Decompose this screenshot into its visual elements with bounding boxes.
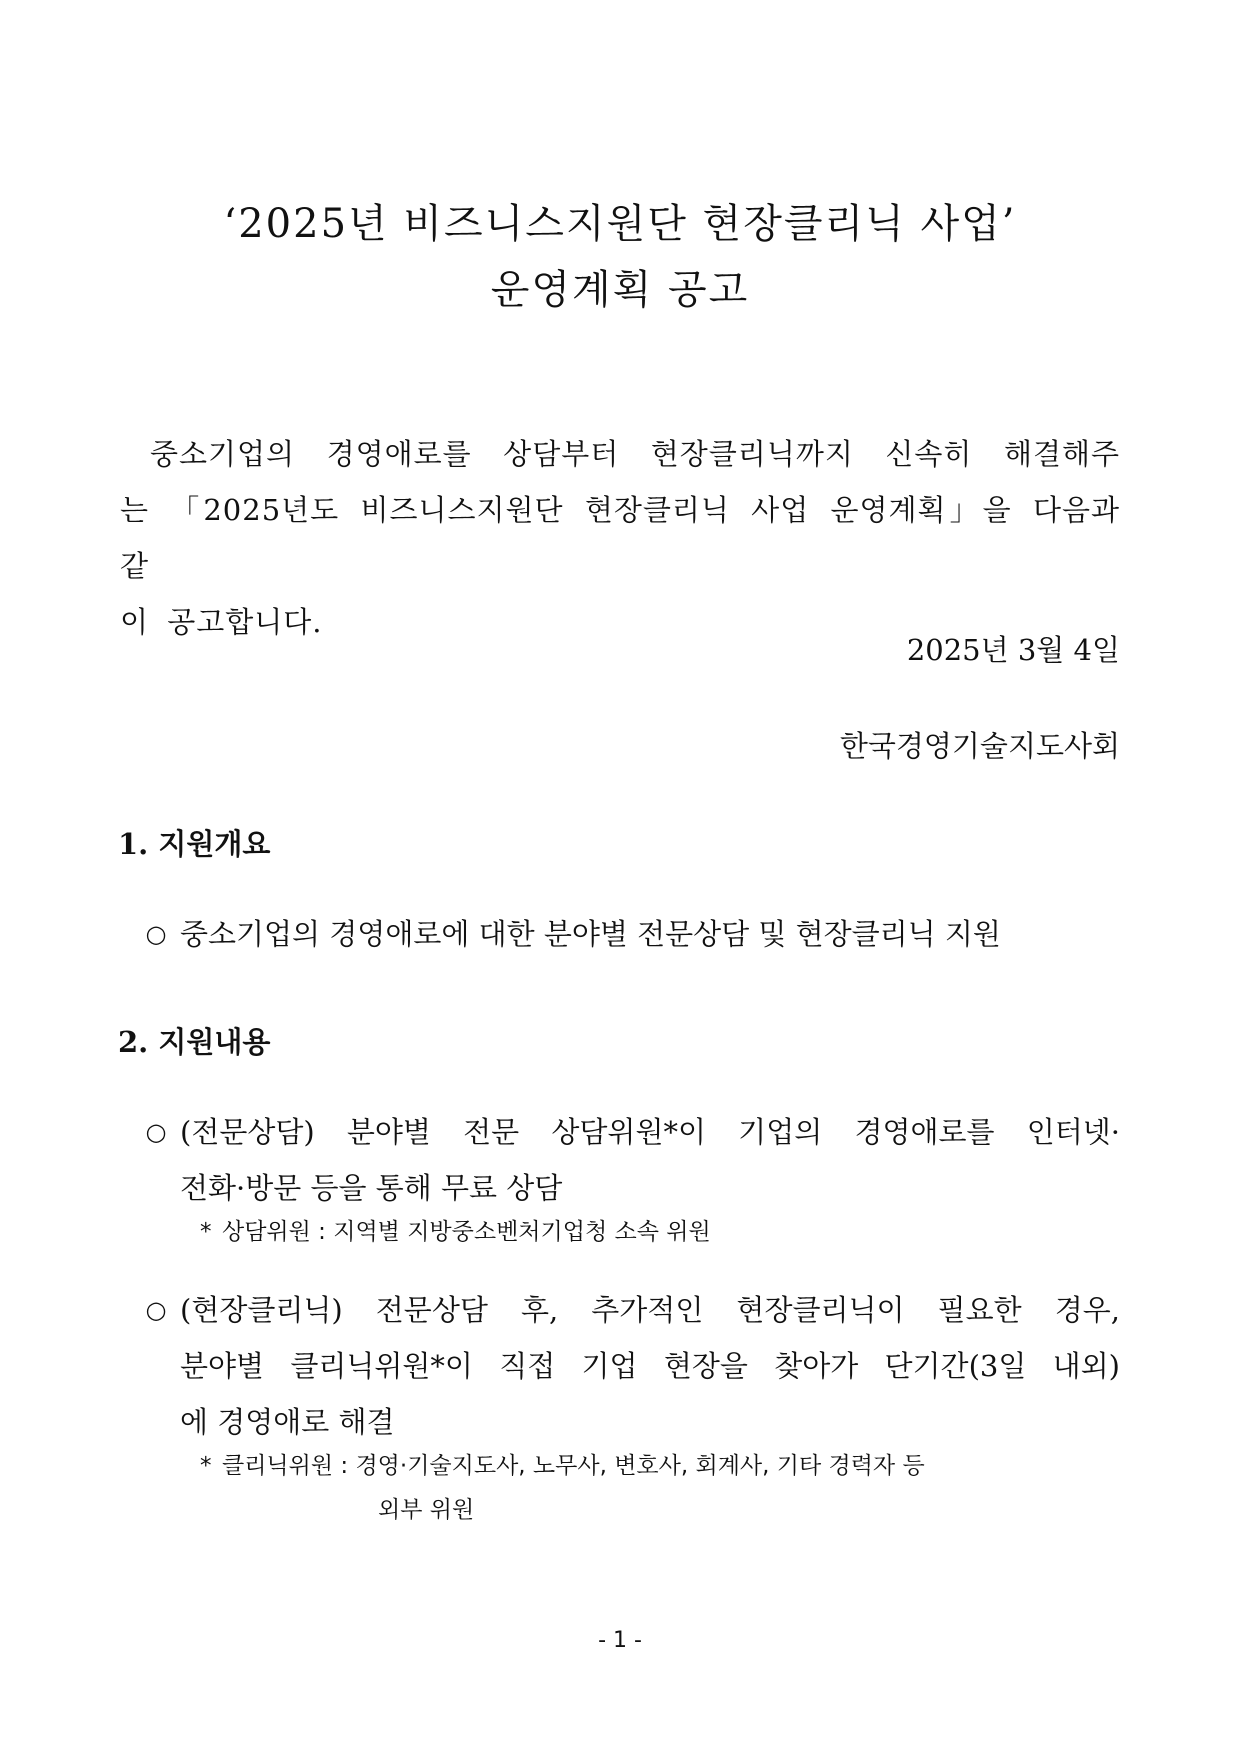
consulting-footnote [200,1210,711,1254]
intro-paragraph [120,426,1120,650]
bullet-line: (전문상담) 분야별 전문 상담위원*이 기업의 경영애로를 인터넷· [180,1115,1120,1149]
document-title-line-2: 운영계획 공고 [490,267,750,313]
clinic-bullet [140,1282,1120,1450]
section-heading-content: 2. 지원내용 [118,1025,271,1059]
document-title-line-1: ‘2025년 비즈니스지원단 현장클리닉 사업’ [223,201,1017,247]
clinic-footnote [200,1444,925,1532]
footnote-text-continued: 외부 위원 [378,1497,475,1523]
overview-bullet [140,906,1120,962]
bullet-line: 전화·방문 등을 통해 무료 상담 [180,1171,563,1205]
footnote-text: 클리닉위원 : 경영·기술지도사, 노무사, 변호사, 회계사, 기타 경력자 등 [222,1453,925,1479]
circle-bullet-icon: ○ [145,1296,167,1324]
asterisk-icon: * [200,1219,212,1245]
bullet-line: 에 경영애로 해결 [180,1405,395,1439]
asterisk-icon: * [200,1453,212,1479]
footnote-text: 상담위원 : 지역별 지방중소벤처기업청 소속 위원 [222,1219,711,1245]
circle-bullet-icon: ○ [145,1118,167,1146]
bullet-line: 분야별 클리닉위원*이 직접 기업 현장을 찾아가 단기간(3일 내외) [180,1349,1120,1383]
intro-line: 는 「2025년도 비즈니스지원단 현장클리닉 사업 운영계획」을 다음과 같 [120,493,1120,583]
section-heading-overview: 1. 지원개요 [118,827,271,861]
circle-bullet-icon: ○ [145,920,167,948]
page-number: - 1 - [598,1628,642,1653]
intro-line: 이 공고합니다. [120,605,323,639]
consulting-bullet [140,1104,1120,1216]
bullet-line: 중소기업의 경영애로에 대한 분야별 전문상담 및 현장클리닉 지원 [180,917,1001,951]
issuing-organization: 한국경영기술지도사회 [839,729,1120,763]
bullet-line: (현장클리닉) 전문상담 후, 추가적인 현장클리닉이 필요한 경우, [180,1293,1120,1327]
intro-line: 중소기업의 경영애로를 상담부터 현장클리닉까지 신속히 해결해주 [150,437,1120,471]
announcement-date: 2025년 3월 4일 [906,633,1120,667]
